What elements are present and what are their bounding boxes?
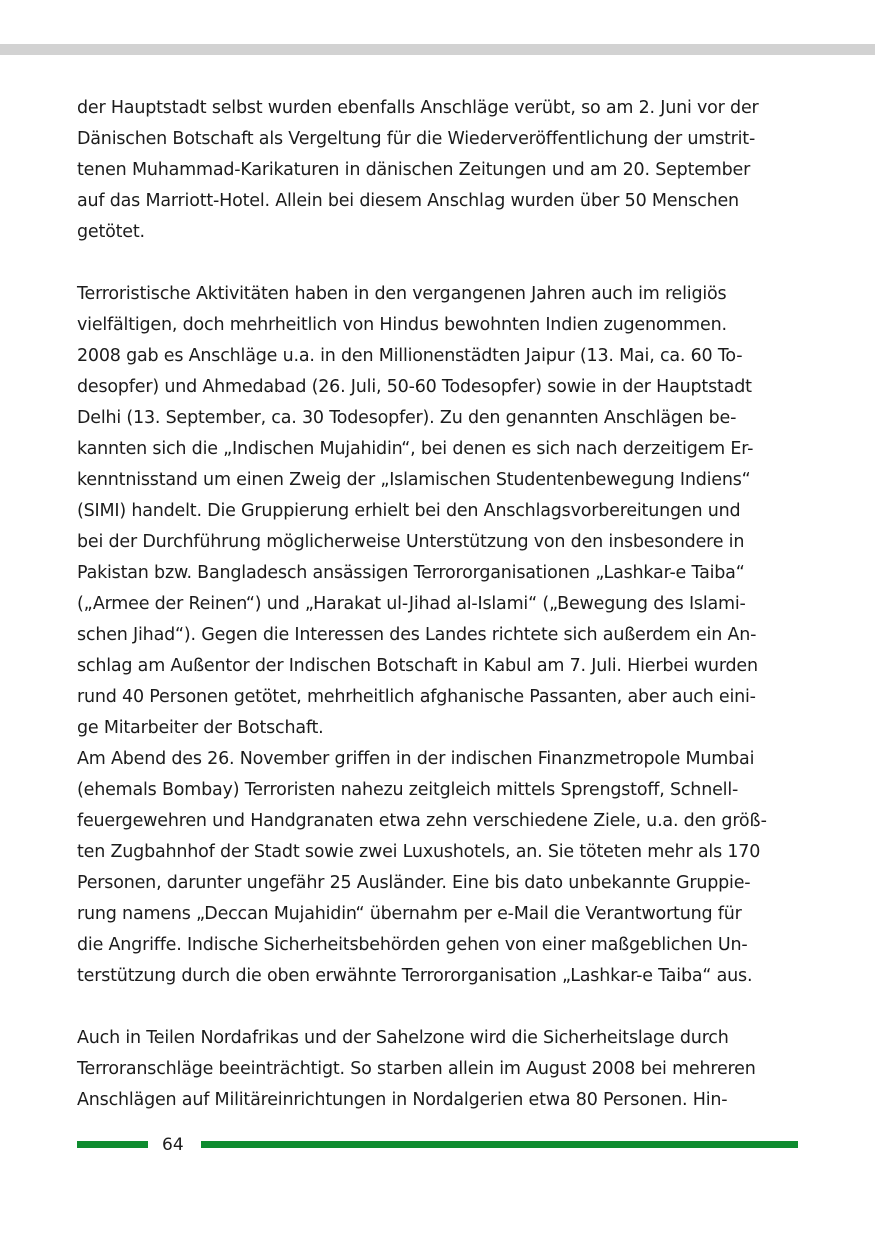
paragraph-1	[77, 93, 817, 248]
text-line: vielfältigen, doch mehrheitlich von Hindus bewohnten Indien zugenommen.	[77, 315, 727, 335]
text-line: rung namens „Deccan Mujahidin“ übernahm per e-Mail die Verantwortung für	[77, 904, 742, 924]
page-number: 64	[162, 1135, 184, 1155]
text-line: feuergewehren und Handgranaten etwa zehn verschiedene Ziele, u.a. den größ-	[77, 811, 767, 831]
top-rule	[0, 44, 875, 55]
text-line: Anschlägen auf Militäreinrichtungen in Nordalgerien etwa 80 Personen. Hin-	[77, 1090, 728, 1110]
text-line: getötet.	[77, 222, 145, 242]
text-line: die Angriffe. Indische Sicherheitsbehörden gehen von einer maßgeblichen Un-	[77, 935, 748, 955]
page-body	[77, 93, 817, 1116]
text-line: („Armee der Reinen“) und „Harakat ul-Jihad al-Islami“ („Bewegung des Islami-	[77, 594, 746, 614]
text-line: terstützung durch die oben erwähnte Terrororganisation „Lashkar-e Taiba“ aus.	[77, 966, 753, 986]
text-line: Terroristische Aktivitäten haben in den vergangenen Jahren auch im religiös	[77, 284, 727, 304]
paragraph-spacer	[77, 248, 817, 279]
paragraph-2	[77, 279, 817, 992]
text-line: bei der Durchführung möglicherweise Unterstützung von den insbesondere in	[77, 532, 745, 552]
text-line: tenen Muhammad-Karikaturen in dänischen Zeitungen und am 20. September	[77, 160, 751, 180]
text-line: der Hauptstadt selbst wurden ebenfalls Anschläge verübt, so am 2. Juni vor der	[77, 98, 759, 118]
text-line: Personen, darunter ungefähr 25 Ausländer. Eine bis dato unbekannte Gruppie-	[77, 873, 751, 893]
page-footer	[77, 1133, 798, 1157]
text-line: Auch in Teilen Nordafrikas und der Sahelzone wird die Sicherheitslage durch	[77, 1028, 729, 1048]
paragraph-3	[77, 1023, 817, 1116]
footer-rule-right	[201, 1141, 798, 1148]
text-line: Delhi (13. September, ca. 30 Todesopfer). Zu den genannten Anschlägen be-	[77, 408, 737, 428]
paragraph-spacer	[77, 992, 817, 1023]
text-line: kannten sich die „Indischen Mujahidin“, bei denen es sich nach derzeitigem Er-	[77, 439, 754, 459]
text-line: Am Abend des 26. November griffen in der indischen Finanzmetropole Mumbai	[77, 749, 755, 769]
text-line: schlag am Außentor der Indischen Botschaft in Kabul am 7. Juli. Hierbei wurden	[77, 656, 758, 676]
footer-rule-left	[77, 1141, 148, 1148]
text-line: Dänischen Botschaft als Vergeltung für die Wiederveröffentlichung der umstrit-	[77, 129, 756, 149]
text-line: Terroranschläge beeinträchtigt. So starben allein im August 2008 bei mehreren	[77, 1059, 756, 1079]
text-line: auf das Marriott-Hotel. Allein bei diesem Anschlag wurden über 50 Menschen	[77, 191, 739, 211]
text-line: (SIMI) handelt. Die Gruppierung erhielt bei den Anschlagsvorbereitungen und	[77, 501, 741, 521]
text-line: 2008 gab es Anschläge u.a. in den Millionenstädten Jaipur (13. Mai, ca. 60 To-	[77, 346, 743, 366]
text-line: desopfer) und Ahmedabad (26. Juli, 50-60 Todesopfer) sowie in der Hauptstadt	[77, 377, 752, 397]
text-line: Pakistan bzw. Bangladesch ansässigen Terrororganisationen „Lashkar-e Taiba“	[77, 563, 745, 583]
text-line: ten Zugbahnhof der Stadt sowie zwei Luxushotels, an. Sie töteten mehr als 170	[77, 842, 761, 862]
text-line: schen Jihad“). Gegen die Interessen des Landes richtete sich außerdem ein An-	[77, 625, 757, 645]
text-line: rund 40 Personen getötet, mehrheitlich afghanische Passanten, aber auch eini-	[77, 687, 756, 707]
text-line: kenntnisstand um einen Zweig der „Islamischen Studentenbewegung Indiens“	[77, 470, 751, 490]
text-line: (ehemals Bombay) Terroristen nahezu zeitgleich mittels Sprengstoff, Schnell-	[77, 780, 739, 800]
text-line: ge Mitarbeiter der Botschaft.	[77, 718, 324, 738]
